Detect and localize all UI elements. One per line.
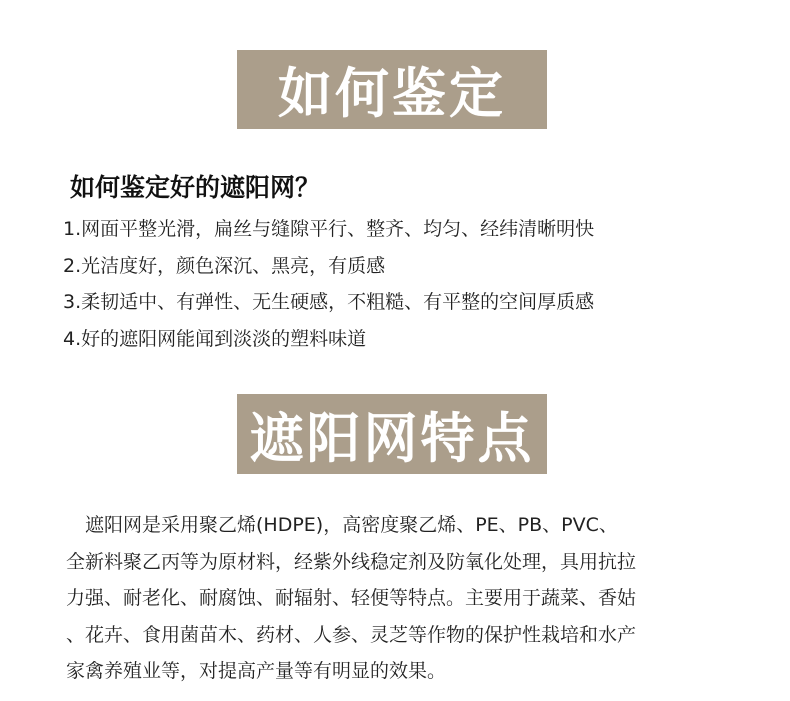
list-item: 2.光洁度好，颜色深沉、黑亮，有质感: [63, 254, 386, 277]
banner-title: 如何鉴定: [278, 62, 506, 125]
list-item: 4.好的遮阳网能闻到淡淡的塑料味道: [63, 327, 367, 350]
banner-title: 遮阳网特点: [249, 406, 535, 470]
banner-features: [237, 394, 547, 474]
paragraph-line: 力强、耐老化、耐腐蚀、耐辐射、轻便等特点。主要用于蔬菜、香姑: [66, 587, 637, 609]
section-question: 如何鉴定好的遮阳网？: [70, 173, 321, 202]
list-item: 1.网面平整光滑，扁丝与缝隙平行、整齐、均匀、经纬清晰明快: [63, 218, 595, 240]
features-paragraph: [66, 507, 756, 690]
paragraph-line: 、花卉、食用菌苗木、药材、人参、灵芝等作物的保护性栽培和水产: [66, 623, 637, 646]
paragraph-line: 家禽养殖业等，对提高产量等有明显的效果。: [66, 660, 447, 682]
paragraph-line: 遮阳网是采用聚乙烯(HDPE)，高密度聚乙烯、PE、PB、PVC、: [66, 514, 618, 536]
paragraph-line: 全新料聚乙丙等为原材料，经紫外线稳定剂及防氧化处理，具用抗拉: [66, 550, 637, 573]
list-item: 3.柔韧适中、有弹性、无生硬感，不粗糙、有平整的空间厚质感: [63, 291, 595, 313]
identify-tips-list: [63, 211, 594, 357]
banner-how-to-identify: [237, 50, 547, 129]
